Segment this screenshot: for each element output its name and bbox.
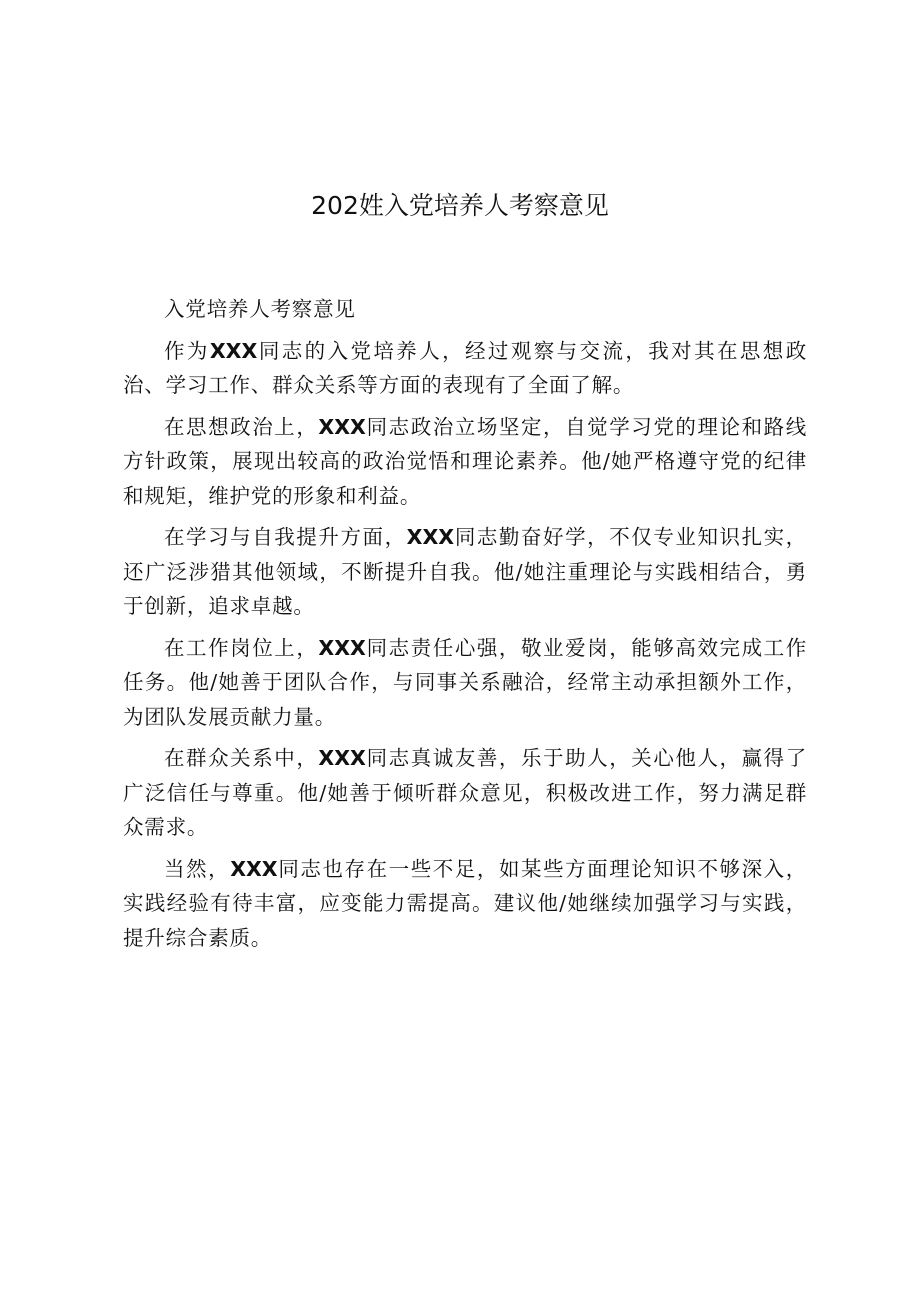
nominee-name: XXX	[230, 856, 278, 881]
paragraph-masses	[123, 741, 807, 845]
paragraph-text: 在学习与自我提升方面，	[164, 525, 407, 549]
paragraph-text: 在思想政治上，	[164, 414, 319, 439]
document-title: 202姓入党培养人考察意见	[311, 191, 609, 220]
paragraph-text: 作为	[164, 338, 210, 363]
paragraph-text: 当然，	[164, 856, 231, 881]
nominee-name: XXX	[318, 635, 366, 660]
paragraph-study	[123, 520, 807, 624]
paragraph-political	[123, 410, 807, 514]
paragraph-heading	[123, 292, 807, 327]
nominee-name: XXX	[209, 338, 258, 363]
paragraph-text: 同志责任心强，敬业爱岗，能够高效完成工作任务。他/她善于团队合作，与同事关系融洽，经常主动承担额外工作，为团队发展贡献力量。	[123, 635, 807, 729]
paragraph-text: 在群众关系中，	[164, 746, 319, 770]
paragraph-text: 同志真诚友善，乐于助人，关心他人，赢得了广泛信任与尊重。他/她善于倾听群众意见，积极改进工作，努力满足群众需求。	[123, 746, 807, 839]
paragraph-text: 入党培养人考察意见	[164, 297, 356, 321]
paragraph-text: 在工作岗位上，	[164, 635, 319, 660]
paragraph-shortcomings	[123, 852, 807, 956]
paragraph-text: 同志勤奋好学，不仅专业知识扎实，还广泛涉猎其他领域，不断提升自我。他/她注重理论与实践相结合，勇于创新，追求卓越。	[123, 525, 807, 618]
nominee-name: XXX	[406, 525, 455, 549]
nominee-name: XXX	[318, 414, 366, 439]
document-body	[123, 292, 807, 962]
paragraph-text: 同志的入党培养人，经过观察与交流，我对其在思想政治、学习工作、群众关系等方面的表现有了全面了解。	[123, 338, 808, 397]
paragraph-work	[123, 631, 807, 735]
nominee-name: XXX	[318, 746, 366, 770]
paragraph-text: 同志也存在一些不足，如某些方面理论知识不够深入，实践经验有待丰富，应变能力需提高。建议他/她继续加强学习与实践，提升综合素质。	[123, 856, 808, 950]
paragraph-text: 同志政治立场坚定，自觉学习党的理论和路线方针政策，展现出较高的政治觉悟和理论素养。他/她严格遵守党的纪律和规矩，维护党的形象和利益。	[123, 414, 807, 508]
paragraph-intro	[123, 334, 807, 403]
